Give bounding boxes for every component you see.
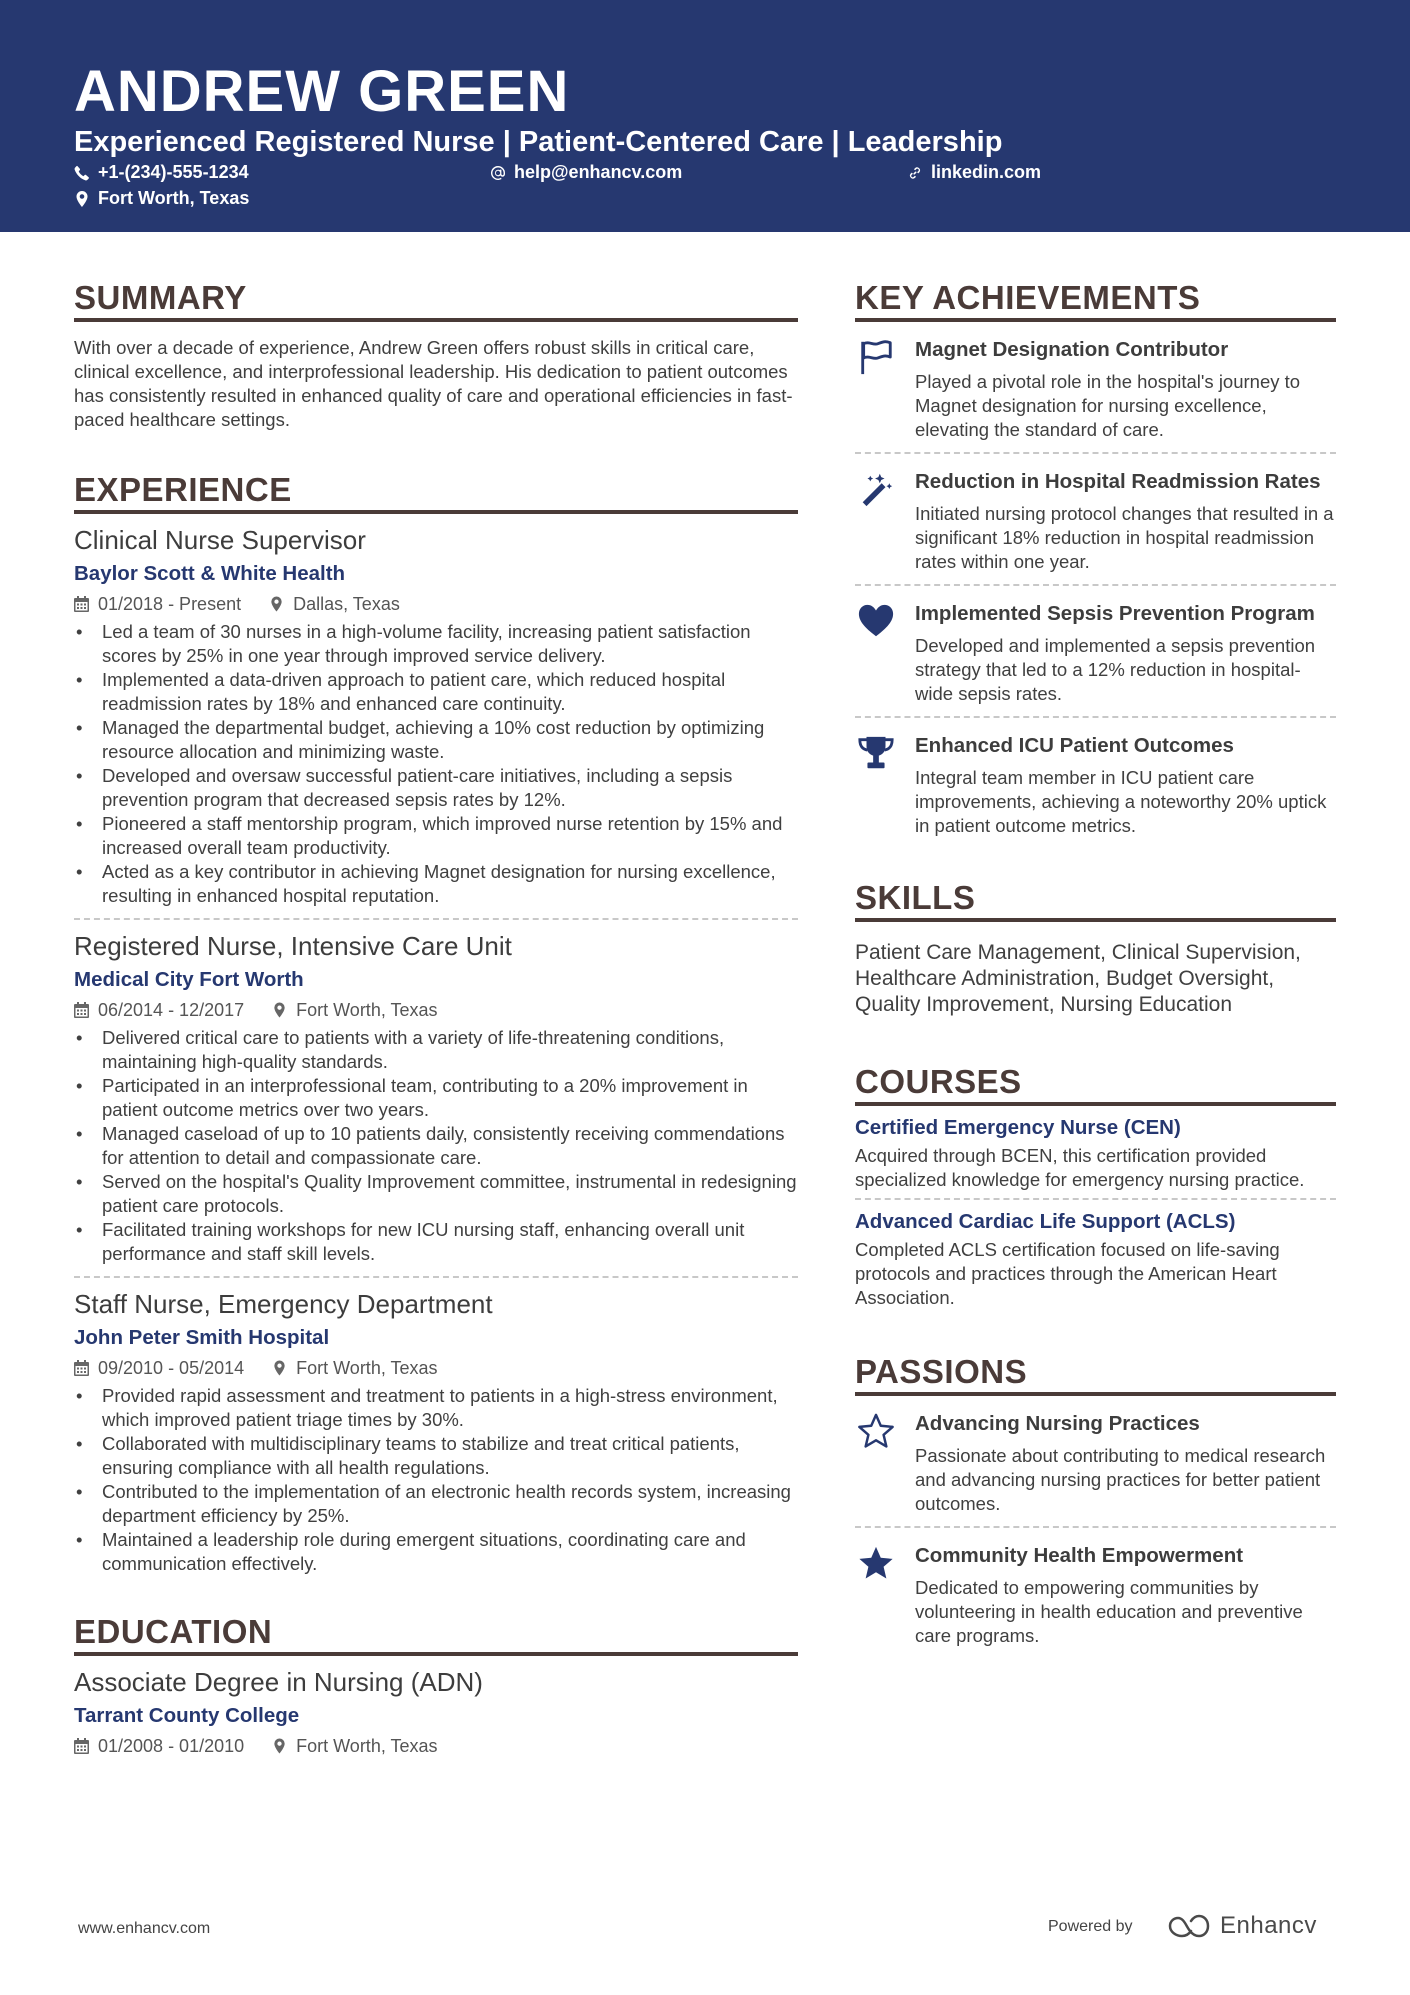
course-title: Advanced Cardiac Life Support (ACLS): [855, 1210, 1236, 1233]
calendar-icon: [74, 1360, 89, 1376]
achievement-item: [855, 452, 1336, 584]
candidate-name: ANDREW GREEN: [74, 59, 570, 124]
contact-location: [74, 188, 249, 209]
achievement-icon-wrap: [855, 468, 897, 574]
job-bullets: [74, 1384, 798, 1576]
passion-title: Community Health Empowerment: [915, 1544, 1244, 1567]
degree-title: Associate Degree in Nursing (ADN): [74, 1667, 483, 1697]
education-dates-text: 01/2008 - 01/2010: [98, 1736, 245, 1756]
job-title: Clinical Nurse Supervisor: [74, 525, 366, 555]
experience-entry: [74, 918, 798, 1276]
flag-icon: [857, 338, 895, 376]
job-location: [272, 998, 437, 1022]
at-icon: [490, 165, 506, 181]
job-bullet: • Acted as a key contributor in achieving Magnet designation for nursing excellence, resulting in enhanced hospital reputation.: [74, 860, 798, 908]
course-title: Certified Emergency Nurse (CEN): [855, 1116, 1181, 1139]
job-dates: [74, 1356, 244, 1380]
achievement-item: [855, 584, 1336, 716]
achievement-body: [915, 732, 1336, 838]
job-location-text: Dallas, Texas: [293, 594, 400, 614]
achievement-title: Reduction in Hospital Readmission Rates: [915, 470, 1321, 493]
passion-body: [915, 1410, 1336, 1516]
company-name: John Peter Smith Hospital: [74, 1326, 330, 1349]
location-pin-icon: [269, 596, 284, 612]
school-name: Tarrant County College: [74, 1704, 300, 1727]
footer-brand-name: Enhancv: [1220, 1912, 1317, 1939]
achievement-item: [855, 322, 1336, 452]
candidate-headline: Experienced Registered Nurse | Patient-Centered Care | Leadership: [74, 126, 1003, 158]
education-location-text: Fort Worth, Texas: [296, 1736, 438, 1756]
job-location-text: Fort Worth, Texas: [296, 1000, 438, 1020]
section-title-summary: SUMMARY: [74, 278, 798, 322]
job-bullet: • Managed caseload of up to 10 patients daily, consistently receiving commendations for attention to detail and compassionate care.: [74, 1122, 798, 1170]
passion-item: [855, 1526, 1336, 1658]
course-desc: Completed ACLS certification focused on life-saving protocols and practices through the American Heart Association.: [855, 1239, 1280, 1308]
right-column: [855, 278, 1336, 1658]
education-dates: [74, 1734, 244, 1758]
section-title-education: EDUCATION: [74, 1612, 798, 1656]
location-text: Fort Worth, Texas: [98, 188, 250, 208]
passion-desc: Passionate about contributing to medical research and advancing nursing practices for better patient outcomes.: [915, 1445, 1326, 1514]
phone-icon: [74, 165, 90, 181]
linkedin-text[interactable]: linkedin.com: [931, 162, 1042, 182]
trophy-icon: [857, 734, 895, 772]
location-pin-icon: [272, 1738, 287, 1754]
location-pin-icon: [272, 1002, 287, 1018]
achievement-body: [915, 336, 1336, 442]
passion-icon-wrap: [855, 1542, 897, 1648]
job-title: Staff Nurse, Emergency Department: [74, 1289, 493, 1319]
footer-powered-by: Powered by: [1048, 1918, 1133, 1935]
passions-section: [855, 1352, 1336, 1658]
courses-section: [855, 1062, 1336, 1316]
calendar-icon: [74, 1002, 89, 1018]
email-text[interactable]: help@enhancv.com: [514, 162, 683, 182]
job-bullet: • Developed and oversaw successful patient-care initiatives, including a sepsis prevention program that decreased sepsis rates by 12%.: [74, 764, 798, 812]
job-bullet: • Participated in an interprofessional team, contributing to a 20% improvement in patient outcome metrics over two years.: [74, 1074, 798, 1122]
achievement-icon-wrap: [855, 336, 897, 442]
left-column: [74, 278, 798, 1758]
job-bullets: [74, 620, 798, 908]
education-location: [272, 1734, 437, 1758]
course-desc: Acquired through BCEN, this certification provided specialized knowledge for emergency nursing practice.: [855, 1145, 1305, 1190]
phone-text[interactable]: +1-(234)-555-1234: [98, 162, 249, 182]
passion-body: [915, 1542, 1336, 1648]
link-icon: [907, 165, 923, 181]
resume-header: [0, 0, 1410, 232]
heart-icon: [857, 602, 895, 640]
passion-icon-wrap: [855, 1410, 897, 1516]
star-filled-icon: [857, 1544, 895, 1582]
job-dates-text: 01/2018 - Present: [98, 594, 242, 614]
job-bullets: [74, 1026, 798, 1266]
achievement-desc: Integral team member in ICU patient care improvements, achieving a noteworthy 20% uptick in patient outcome metrics.: [915, 767, 1327, 836]
location-pin-icon: [272, 1360, 287, 1376]
job-dates: [74, 998, 244, 1022]
job-bullet: • Implemented a data-driven approach to patient care, which reduced hospital readmission rates by 18% and enhanced care continuity.: [74, 668, 798, 716]
passion-desc: Dedicated to empowering communities by volunteering in health education and preventive care programs.: [915, 1577, 1303, 1646]
calendar-icon: [74, 1738, 89, 1754]
experience-section: [74, 470, 798, 1586]
achievement-desc: Developed and implemented a sepsis prevention strategy that led to a 12% reduction in hospital-wide sepsis rates.: [915, 635, 1316, 704]
job-dates: [74, 592, 241, 616]
job-title: Registered Nurse, Intensive Care Unit: [74, 931, 512, 961]
skills-text: Patient Care Management, Clinical Supervision, Healthcare Administration, Budget Oversight, Quality Improvement, Nursing Education: [855, 941, 1301, 1016]
company-name: Medical City Fort Worth: [74, 968, 304, 991]
education-entry: [74, 1656, 798, 1758]
job-meta: [74, 592, 798, 616]
contact-email: [490, 162, 682, 183]
job-bullet: • Delivered critical care to patients with a variety of life-threatening conditions, maintaining high-quality standards.: [74, 1026, 798, 1074]
achievement-title: Magnet Designation Contributor: [915, 338, 1229, 361]
enhancv-logo-icon: [1166, 1913, 1212, 1939]
experience-entry: [74, 514, 798, 918]
job-dates-text: 09/2010 - 05/2014: [98, 1358, 245, 1378]
section-title-experience: EXPERIENCE: [74, 470, 798, 514]
job-bullet: • Served on the hospital's Quality Improvement committee, instrumental in redesigning patient care protocols.: [74, 1170, 798, 1218]
job-location: [272, 1356, 437, 1380]
job-bullet: • Facilitated training workshops for new ICU nursing staff, enhancing overall unit performance and staff skill levels.: [74, 1218, 798, 1266]
job-dates-text: 06/2014 - 12/2017: [98, 1000, 245, 1020]
experience-entry: [74, 1276, 798, 1586]
achievements-section: [855, 278, 1336, 848]
job-bullet: • Contributed to the implementation of an electronic health records system, increasing department efficiency by 25%.: [74, 1480, 798, 1528]
achievement-desc: Played a pivotal role in the hospital's journey to Magnet designation for nursing excellence, elevating the standard of care.: [915, 371, 1301, 440]
contact-phone: [74, 162, 249, 183]
skills-section: [855, 878, 1336, 1018]
summary-text: With over a decade of experience, Andrew Green offers robust skills in critical care, clinical excellence, and interprofessional leadership. His dedication to patient outcomes has consistently resulted in enhanced quality of care and operational efficiencies in fast-paced healthcare settings.: [74, 337, 793, 430]
footer-url[interactable]: www.enhancv.com: [78, 1920, 211, 1937]
magic-wand-icon: [857, 470, 895, 508]
footer-brand-logo[interactable]: [1166, 1912, 1317, 1940]
achievement-desc: Initiated nursing protocol changes that resulted in a significant 18% reduction in hospital readmission rates within one year.: [915, 503, 1334, 572]
achievement-body: [915, 600, 1336, 706]
section-title-passions: PASSIONS: [855, 1352, 1336, 1396]
education-section: [74, 1612, 798, 1758]
contact-linkedin: [907, 162, 1041, 183]
section-title-skills: SKILLS: [855, 878, 1336, 922]
summary-section: [74, 278, 798, 432]
star-outline-icon: [857, 1412, 895, 1450]
company-name: Baylor Scott & White Health: [74, 562, 346, 585]
course-item: [855, 1106, 1336, 1198]
job-location-text: Fort Worth, Texas: [296, 1358, 438, 1378]
section-title-courses: COURSES: [855, 1062, 1336, 1106]
achievement-icon-wrap: [855, 732, 897, 838]
job-bullet: • Maintained a leadership role during emergent situations, coordinating care and communication effectively.: [74, 1528, 798, 1576]
job-bullet: • Managed the departmental budget, achieving a 10% cost reduction by optimizing resource allocation and minimizing waste.: [74, 716, 798, 764]
achievement-body: [915, 468, 1336, 574]
achievement-item: [855, 716, 1336, 848]
achievement-title: Enhanced ICU Patient Outcomes: [915, 734, 1234, 757]
job-bullet: • Collaborated with multidisciplinary teams to stabilize and treat critical patients, ensuring compliance with all health regulations.: [74, 1432, 798, 1480]
job-bullet: • Provided rapid assessment and treatment to patients in a high-stress environment, which improved patient triage times by 30%.: [74, 1384, 798, 1432]
course-item: [855, 1198, 1336, 1316]
section-title-achievements: KEY ACHIEVEMENTS: [855, 278, 1336, 322]
job-bullet: • Led a team of 30 nurses in a high-volume facility, increasing patient satisfaction scores by 25% in one year through improved service delivery.: [74, 620, 798, 668]
job-meta: [74, 998, 798, 1022]
achievement-title: Implemented Sepsis Prevention Program: [915, 602, 1315, 625]
achievement-icon-wrap: [855, 600, 897, 706]
location-pin-icon: [74, 191, 90, 207]
passion-item: [855, 1396, 1336, 1526]
job-bullet: • Pioneered a staff mentorship program, which improved nurse retention by 15% and increased overall team productivity.: [74, 812, 798, 860]
calendar-icon: [74, 596, 89, 612]
job-meta: [74, 1356, 798, 1380]
education-meta: [74, 1734, 798, 1758]
passion-title: Advancing Nursing Practices: [915, 1412, 1200, 1435]
job-location: [269, 592, 400, 616]
